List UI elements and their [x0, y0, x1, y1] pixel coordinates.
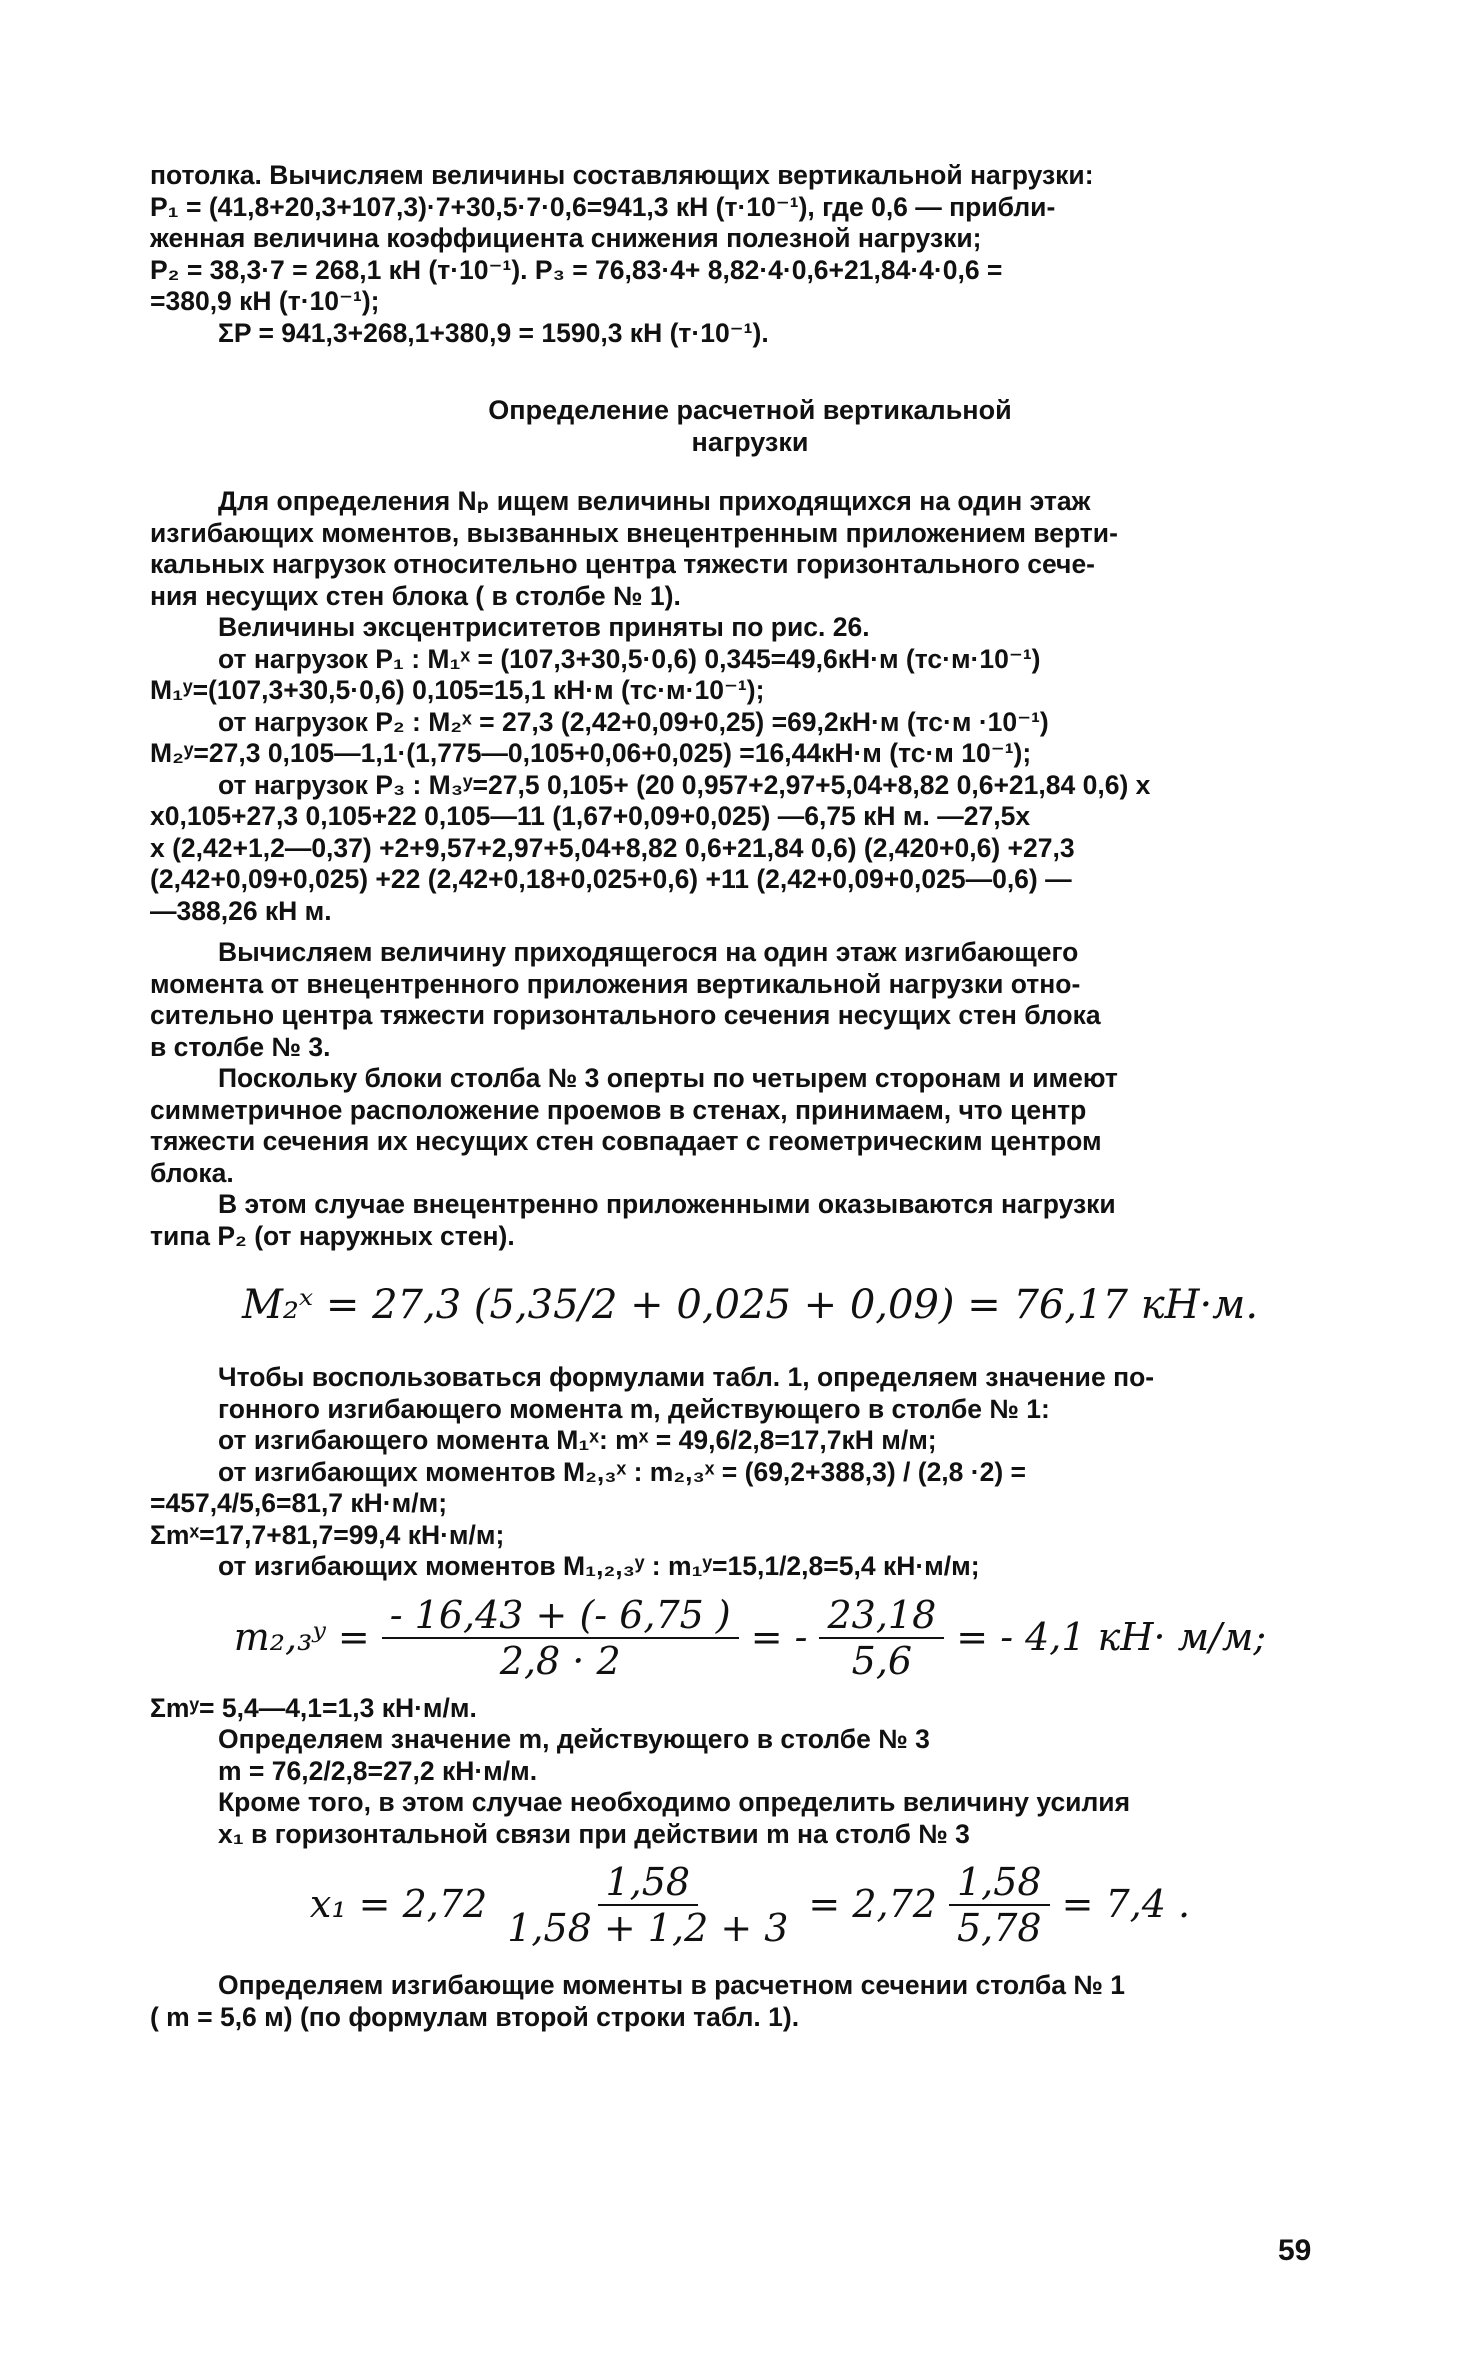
text-line: M₁ʸ=(107,3+30,5·0,6) 0,105=15,1 кН·м (тс·м·10⁻¹);: [150, 675, 765, 705]
text-line: P₂ = 38,3·7 = 268,1 кН (т·10⁻¹). P₃ = 76,83·4+ 8,82·4·0,6+21,84·4·0,6 =: [150, 254, 1003, 285]
text-line: x₁ в горизонтальной связи при действии m на столб № 3: [218, 1818, 970, 1849]
text-line: ( m = 5,6 м) (по формулам второй строки табл. 1).: [150, 2001, 800, 2032]
text-line: изгибающих моментов, вызванных внецентренным приложением верти-: [150, 517, 1118, 548]
formula-x1: [150, 1850, 1350, 1960]
text-line: ния несущих стен блока ( в столбе № 1).: [150, 580, 681, 611]
text-line: от нагрузок P₃ : M₃ʸ=27,5 0,105+ (20 0,957+2,97+5,04+8,82 0,6+21,84 0,6) x: [218, 769, 1151, 800]
fraction-denominator: 5,6: [851, 1638, 913, 1683]
formula-m23y: [150, 1583, 1350, 1693]
text-line: блока.: [150, 1157, 234, 1188]
text-line: Для определения Nₚ ищем величины приходящихся на один этаж: [218, 486, 1091, 516]
text-line: кальных нагрузок относительно центра тяжести горизонтального сече-: [150, 549, 1096, 579]
text-line: женная величина коэффициента снижения полезной нагрузки;: [150, 223, 982, 253]
paragraph-np-definition: [150, 486, 1350, 612]
text-line: тяжести сечения их несущих стен совпадает с геометрическим центром: [150, 1126, 1102, 1156]
text-line: В этом случае внецентренно приложенными оказываются нагрузки: [218, 1189, 1116, 1219]
text-line: ΣP = 941,3+268,1+380,9 = 1590,3 кН (т·10⁻¹).: [218, 317, 769, 348]
formula-equals: = 2,72: [808, 1882, 937, 1927]
paragraph-design-section: [150, 1970, 1350, 2033]
fraction: [819, 1593, 944, 1683]
fraction-denominator: 2,8 · 2: [499, 1638, 621, 1683]
section-heading: [150, 394, 1350, 458]
text-line: гонного изгибающего момента m, действующего в столбе № 1:: [218, 1393, 1050, 1424]
text-line: сительно центра тяжести горизонтального сечения несущих стен блока: [150, 1000, 1101, 1030]
page-number: 59: [1278, 2234, 1312, 2267]
fraction-denominator: 5,78: [956, 1906, 1042, 1950]
paragraph-eccentric-loads: [150, 1189, 1350, 1252]
formula-rhs: = - 4,1 кН· м/м;: [956, 1614, 1267, 1659]
text-line: m = 76,2/2,8=27,2 кН·м/м.: [218, 1755, 538, 1786]
fraction-denominator: 1,58 + 1,2 + 3: [507, 1906, 789, 1950]
paragraph-linear-moment: [150, 1362, 1350, 1583]
text-line: =457,4/5,6=81,7 кН·м/м;: [150, 1488, 448, 1518]
paragraph-sum-and-force: [150, 1693, 1350, 1851]
page-content: [150, 160, 1350, 2033]
text-line: =380,9 кН (т·10⁻¹);: [150, 286, 380, 316]
fraction-numerator: - 16,43 + (- 6,75 ): [382, 1593, 739, 1639]
text-line: Чтобы воспользоваться формулами табл. 1, определяем значение по-: [218, 1362, 1155, 1392]
fraction: [382, 1593, 739, 1683]
formula-moment-m2x: [150, 1270, 1350, 1340]
fraction: [499, 1860, 796, 1950]
text-line: x0,105+27,3 0,105+22 0,105—11 (1,67+0,09+0,025) —6,75 кН м. —27,5x: [150, 801, 1031, 831]
text-line: Величины эксцентриситетов приняты по рис. 26.: [218, 612, 870, 642]
text-line: x (2,42+1,2—0,37) +2+9,57+2,97+5,04+8,82 0,6+21,84 0,6) (2,420+0,6) +27,3: [150, 832, 1075, 863]
text-line: типа P₂ (от наружных стен).: [150, 1220, 515, 1251]
fraction: [949, 1860, 1050, 1950]
text-line: от изгибающего момента M₁ˣ: mˣ = 49,6/2,8=17,7кН м/м;: [218, 1425, 937, 1455]
formula-text: M₂ˣ = 27,3 (5,35/2 + 0,025 + 0,09) = 76,17 кН·м.: [241, 1282, 1259, 1328]
formula-equals: = -: [750, 1614, 808, 1659]
text-line: Σmʸ= 5,4—4,1=1,3 кН·м/м.: [150, 1692, 477, 1723]
loads-paragraph: [150, 160, 1350, 349]
paragraph-column-3-blocks: [150, 1063, 1350, 1189]
heading-line: Определение расчетной вертикальной: [488, 395, 1012, 425]
fraction-numerator: 1,58: [598, 1860, 699, 1906]
text-line: потолка. Вычисляем величины составляющих вертикальной нагрузки:: [150, 160, 1094, 190]
text-line: от нагрузок P₁ : M₁ˣ = (107,3+30,5·0,6) 0,345=49,6кН·м (тс·м·10⁻¹): [218, 643, 1041, 674]
formula-rhs: = 7,4 .: [1061, 1882, 1191, 1927]
formula-lhs: x₁ = 2,72: [309, 1882, 488, 1927]
text-line: Определяем изгибающие моменты в расчетном сечении столба № 1: [218, 1970, 1126, 2000]
text-line: M₂ʸ=27,3 0,105—1,1·(1,775—0,105+0,06+0,025) =16,44кН·м (тс·м 10⁻¹);: [150, 738, 1032, 768]
text-line: Поскольку блоки столба № 3 оперты по четырем сторонам и имеют: [218, 1063, 1118, 1093]
text-line: Кроме того, в этом случае необходимо определить величину усилия: [218, 1787, 1131, 1817]
paragraph-eccentricities: [150, 612, 1350, 927]
text-line: момента от внецентренного приложения вертикальной нагрузки отно-: [150, 968, 1081, 999]
paragraph-moment-column-3: [150, 937, 1350, 1063]
text-line: в столбе № 3.: [150, 1031, 331, 1062]
text-line: Σmˣ=17,7+81,7=99,4 кН·м/м;: [150, 1519, 505, 1550]
fraction-numerator: 1,58: [949, 1860, 1050, 1906]
text-line: —388,26 кН м.: [150, 895, 332, 926]
formula-lhs: m₂,₃ʸ =: [233, 1614, 370, 1659]
text-line: от нагрузок P₂ : M₂ˣ = 27,3 (2,42+0,09+0,25) =69,2кН·м (тс·м ·10⁻¹): [218, 706, 1049, 737]
text-line: P₁ = (41,8+20,3+107,3)·7+30,5·7·0,6=941,3 кН (т·10⁻¹), где 0,6 — прибли-: [150, 191, 1056, 222]
text-line: Определяем значение m, действующего в столбе № 3: [218, 1724, 930, 1754]
text-line: от изгибающих моментов M₂,₃ˣ : m₂,₃ˣ = (69,2+388,3) / (2,8 ·2) =: [218, 1456, 1026, 1487]
text-line: симметричное расположение проемов в стенах, принимаем, что центр: [150, 1094, 1087, 1125]
fraction-numerator: 23,18: [819, 1593, 944, 1639]
text-line: Вычисляем величину приходящегося на один этаж изгибающего: [218, 937, 1079, 967]
text-line: (2,42+0,09+0,025) +22 (2,42+0,18+0,025+0,6) +11 (2,42+0,09+0,025—0,6) —: [150, 864, 1072, 894]
text-line: от изгибающих моментов M₁,₂,₃ʸ : m₁ʸ=15,1/2,8=5,4 кН·м/м;: [218, 1551, 980, 1581]
heading-line: нагрузки: [691, 427, 809, 457]
